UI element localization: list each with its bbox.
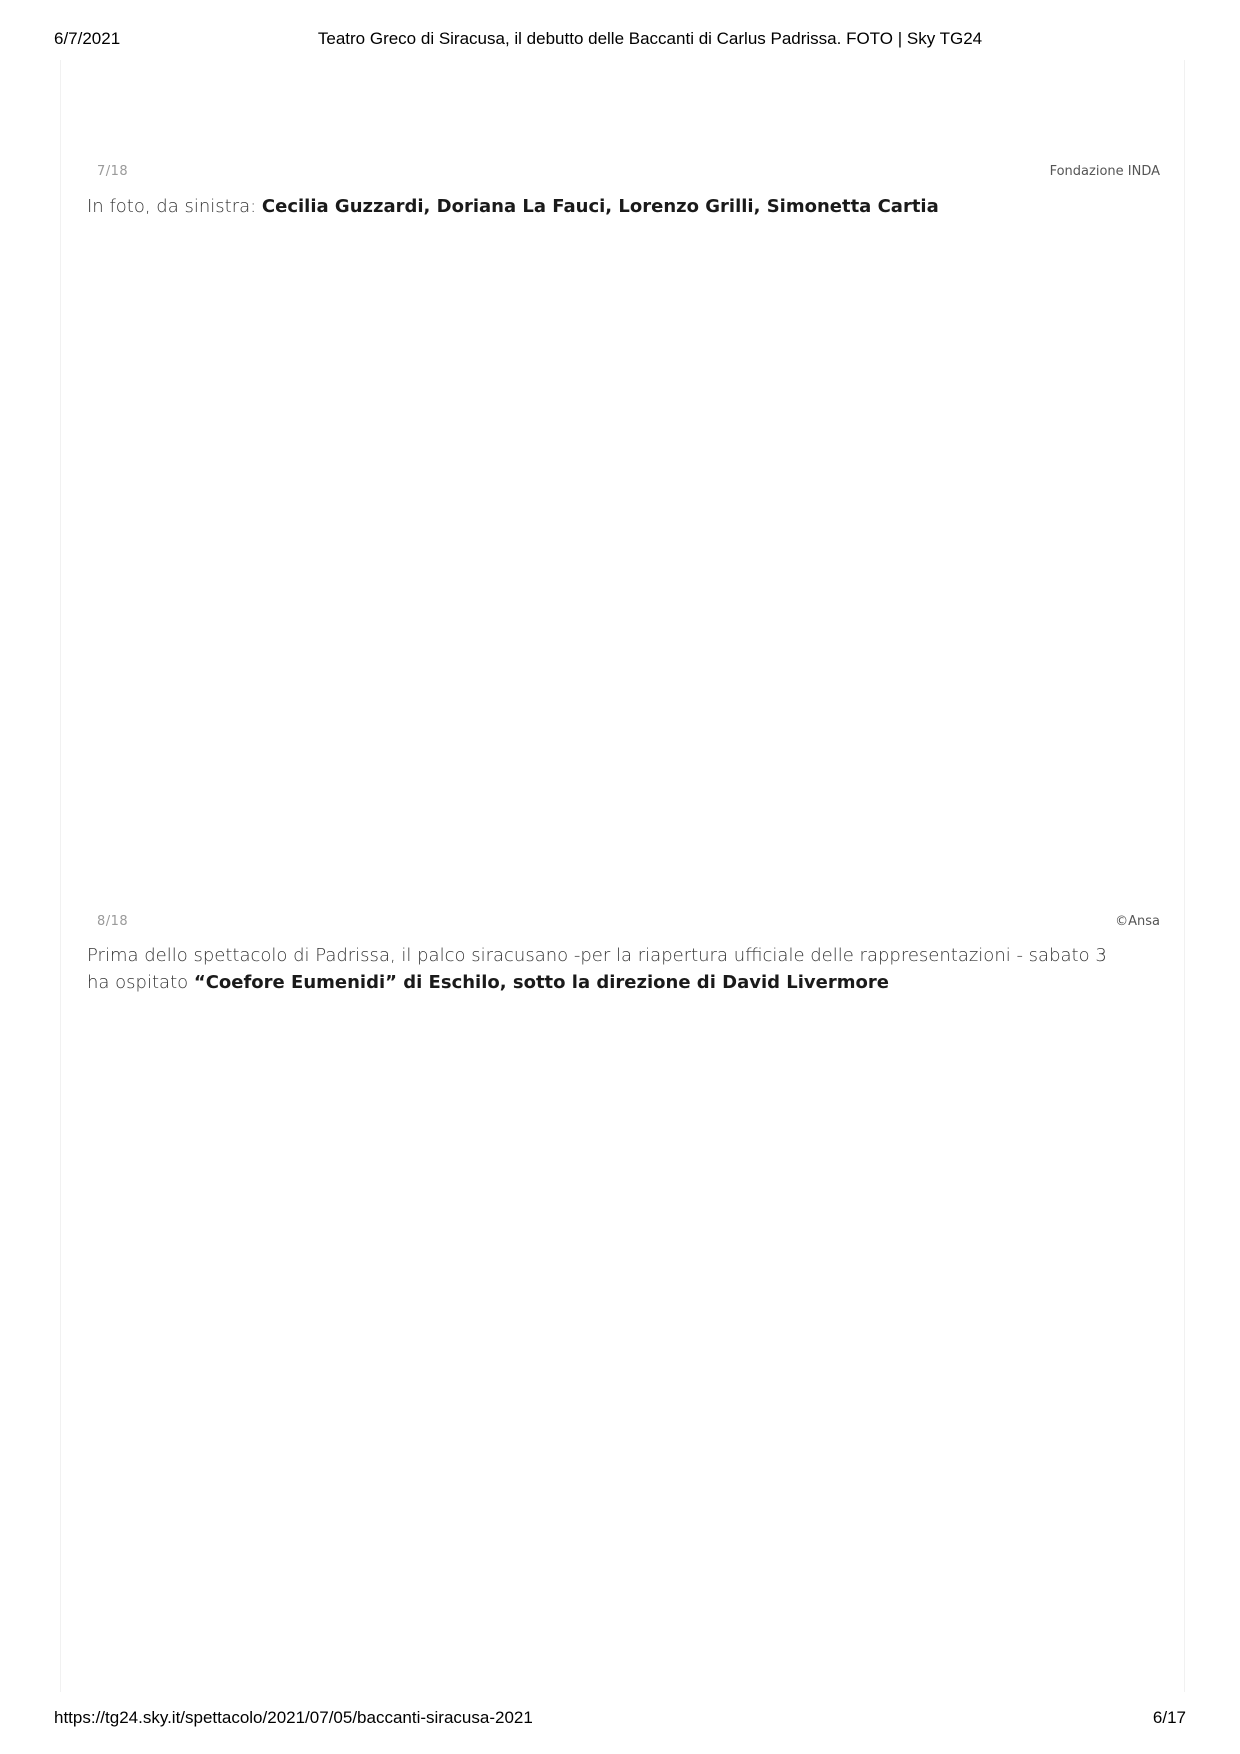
caption-bold-text: Cecilia Guzzardi, Doriana La Fauci, Lorenzo Grilli, Simonetta Cartia — [261, 196, 939, 217]
photo-credit: ©Ansa — [1115, 914, 1160, 929]
slide-caption-8 — [87, 942, 1124, 996]
photo-slot-6 — [87, 60, 1158, 152]
print-page-number: 6/17 — [1152, 1708, 1186, 1727]
caption-text: Prima dello spettacolo di Padrissa, il palco siracusano -per la riapertura ufficiale delle rappresentazioni - sabato 3 ha ospitato — [87, 945, 1107, 993]
print-footer — [54, 1708, 1186, 1730]
slide-counter: 8/18 — [97, 914, 129, 929]
slide-caption-7 — [87, 193, 1124, 220]
print-date: 6/7/2021 — [54, 29, 121, 48]
article-frame — [60, 60, 1185, 1692]
photo-slot-8 — [87, 245, 1158, 895]
slide-meta-7 — [97, 164, 1160, 184]
print-url: https://tg24.sky.it/spettacolo/2021/07/05/baccanti-siracusa-2021 — [54, 1708, 533, 1727]
slide-counter: 7/18 — [97, 164, 129, 179]
caption-text: In foto, da sinistra: — [87, 196, 262, 217]
print-page-title: Teatro Greco di Siracusa, il debutto delle Baccanti di Carlus Padrissa. FOTO | Sky TG24 — [317, 29, 983, 48]
print-header — [54, 29, 1186, 51]
photo-slot-9 — [87, 1020, 1158, 1670]
caption-bold-text: “Coefore Eumenidi” di Eschilo, sotto la direzione di David Livermore — [193, 972, 889, 993]
slide-meta-8 — [97, 914, 1160, 934]
photo-credit: Fondazione INDA — [1049, 164, 1160, 179]
